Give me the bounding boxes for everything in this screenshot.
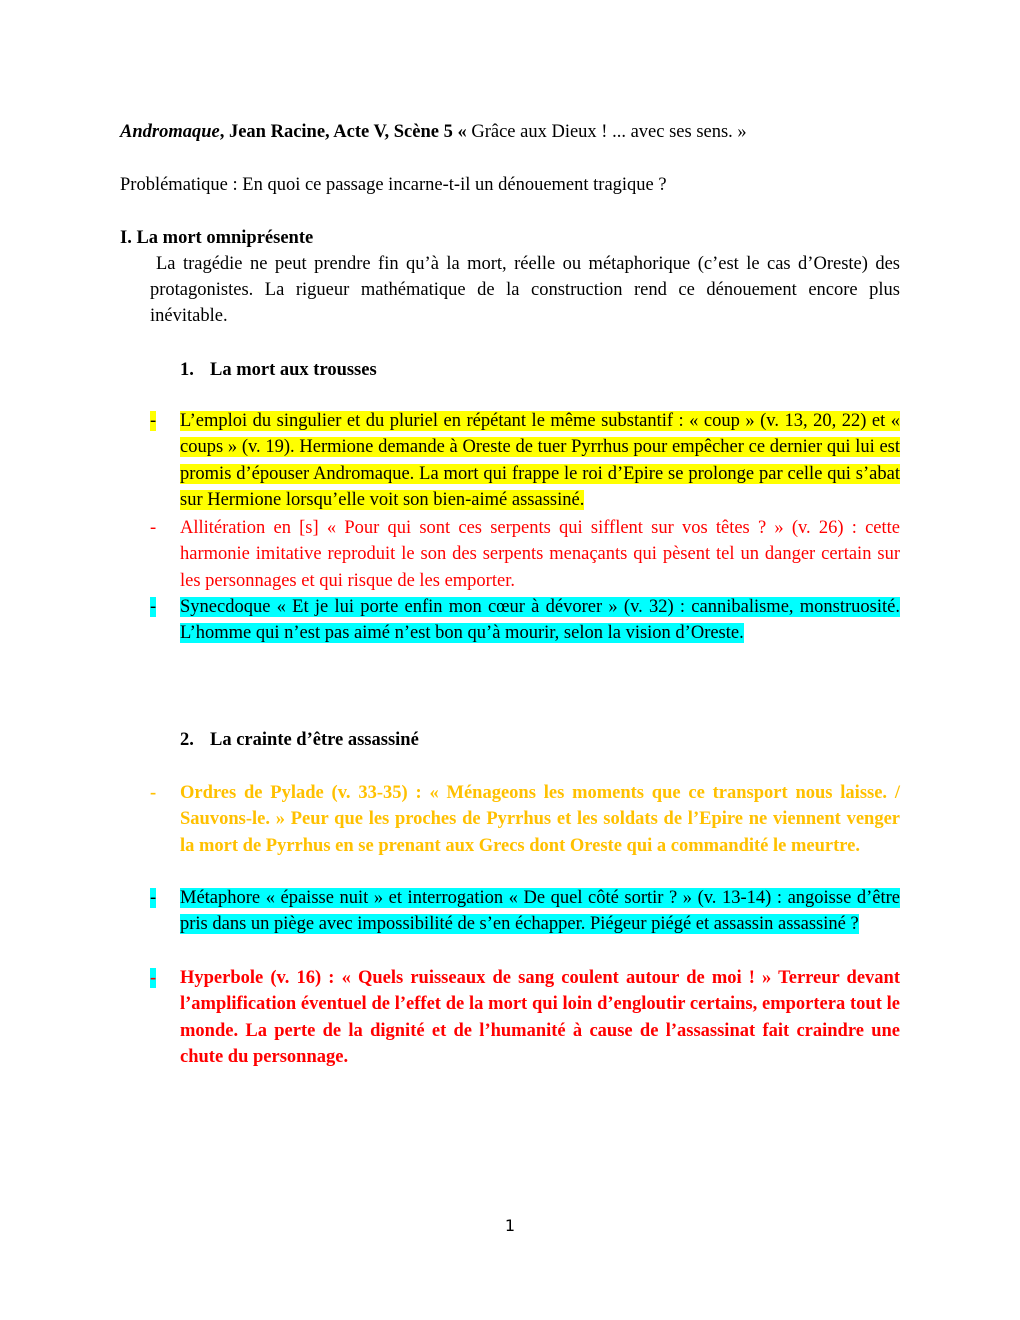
bullet-dash: - (150, 783, 157, 803)
bullet-dash: - (150, 968, 157, 988)
excerpt-quote: Grâce aux Dieux ! ... avec ses sens. » (471, 122, 747, 142)
bullet-dash: - (150, 411, 157, 431)
subheading-title: La mort aux trousses (210, 360, 377, 380)
list-item (150, 965, 900, 1070)
list-item (150, 885, 900, 938)
page-number: 1 (504, 1216, 516, 1235)
item-text: Synecdoque « Et je lui porte enfin mon cœur à dévorer » (v. 32) : cannibalisme, monstruosité. L’homme qui n’est pas aimé n’est bon qu’à mourir, selon la vision d’Oreste. (180, 597, 900, 644)
document-title (120, 119, 747, 145)
problematique: Problématique : En quoi ce passage incarne-t-il un dénouement tragique ? (120, 175, 667, 195)
intro-text: La tragédie ne peut prendre fin qu’à la mort, réelle ou métaphorique (c’est le cas d’Oreste) des protagonistes. La rigueur mathématique de la construction rend ce dénouement encore plus inévitable. (150, 254, 900, 326)
bullet-dash: - (150, 518, 157, 538)
subheading-2 (180, 727, 419, 753)
list-item (150, 780, 900, 859)
list-item (150, 408, 900, 513)
section-heading: I. La mort omniprésente (120, 228, 314, 248)
item-text: Métaphore « épaisse nuit » et interrogation « De quel côté sortir ? » (v. 13-14) : angoisse d’être pris dans un piège avec impossibilité de s’en échapper. Piégeur piégé et assassin assassiné ? (180, 888, 900, 935)
subheading-number: 1. (180, 360, 194, 380)
subheading-number: 2. (180, 730, 194, 750)
bullet-dash: - (150, 888, 157, 908)
subheading-1 (180, 357, 377, 383)
list-item (150, 594, 900, 647)
item-text: Ordres de Pylade (v. 33-35) : « Ménageons les moments que ce transport nous laisse. / Sauvons-le. » Peur que les proches de Pyrrhus et les soldats de l’Epire ne viennent venger la mort de Pyrrhus en se prenant aux Grecs dont Oreste qui a commandité le meurtre. (180, 783, 900, 856)
item-text: Hyperbole (v. 16) : « Quels ruisseaux de sang coulent autour de moi ! » Terreur devant l’amplification éventuel de l’effet de la mort qui loin d’engloutir certains, emportera tout le monde. La perte de la dignité et de l’humanité à cause de l’assassinat fait craindre une chute du personnage. (180, 968, 900, 1067)
author-scene: , Jean Racine, Acte V, Scène 5 « (219, 122, 472, 142)
section-intro (150, 251, 900, 329)
work-title: Andromaque (120, 122, 220, 142)
subheading-title: La crainte d’être assassiné (210, 730, 419, 750)
item-text: L’emploi du singulier et du pluriel en répétant le même substantif : « coup » (v. 13, 20, 22) et « coups » (v. 19). Hermione demande à Oreste de tuer Pyrrhus pour empêcher ce dernier qui lui est promis d’épouser Andromaque. La mort qui frappe le roi d’Epire se prolonge par celle qui s’abat sur Hermione lorsqu’elle voit son bien-aimé assassiné. (180, 411, 900, 510)
item-text: Allitération en [s] « Pour qui sont ces serpents qui sifflent sur vos têtes ? » (v. 26) : cette harmonie imitative reproduit le son des serpents menaçants qui pèsent tel un danger certain sur les personnages et qui risque de les emporter. (180, 518, 900, 591)
bullet-dash: - (150, 597, 157, 617)
list-item (150, 515, 900, 594)
